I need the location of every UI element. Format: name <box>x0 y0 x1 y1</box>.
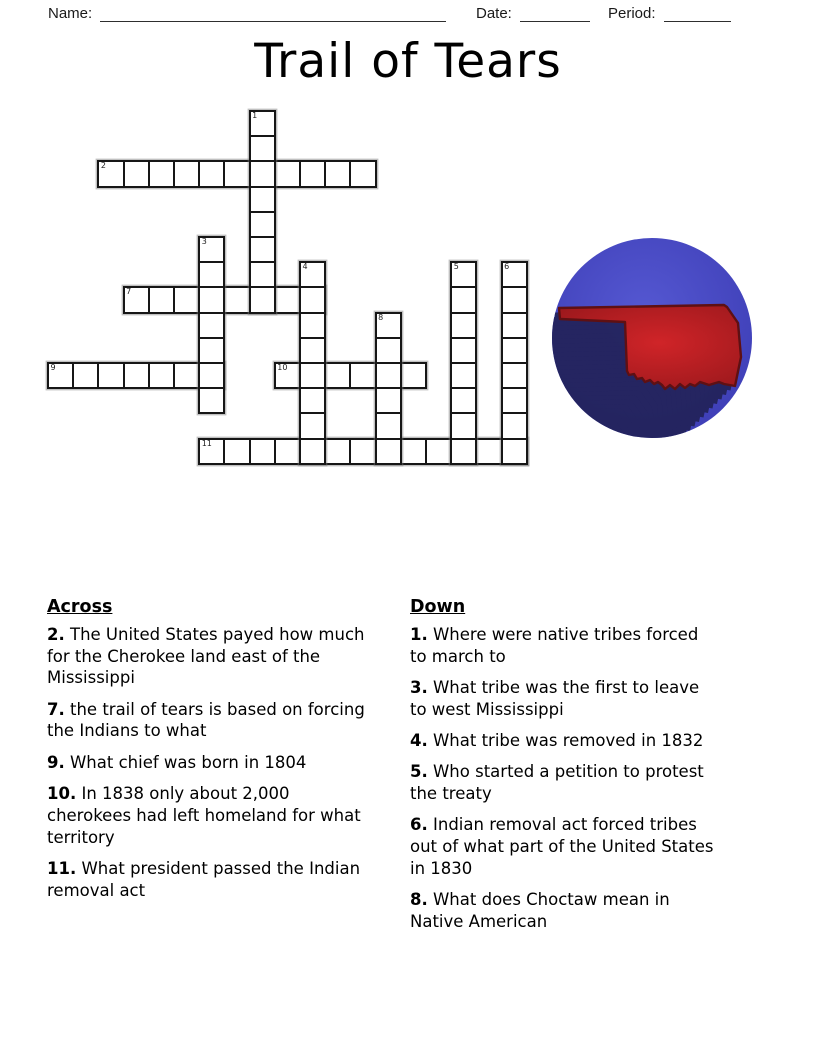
crossword-cell[interactable] <box>501 337 528 364</box>
crossword-cell[interactable] <box>324 362 351 389</box>
crossword-cell[interactable] <box>324 160 351 187</box>
crossword-cell[interactable] <box>450 412 477 439</box>
crossword-cell[interactable] <box>72 362 99 389</box>
crossword-cell[interactable] <box>400 362 427 389</box>
clue-number: 4. <box>410 730 428 750</box>
across-clues-section <box>47 597 367 911</box>
clue-number: 1. <box>410 624 428 644</box>
crossword-cell[interactable] <box>223 160 250 187</box>
clue-number: 6. <box>410 815 428 835</box>
crossword-cell[interactable] <box>501 286 528 313</box>
crossword-cell[interactable] <box>299 362 326 389</box>
clue-number-label: 11 <box>201 438 212 448</box>
crossword-cell[interactable] <box>299 261 326 288</box>
crossword-cell[interactable] <box>123 160 150 187</box>
crossword-cell[interactable] <box>450 261 477 288</box>
clue-down-6: 6. Indian removal act forced tribes out of what part of the United States in 1830 <box>410 815 714 878</box>
crossword-cell[interactable] <box>375 387 402 414</box>
clue-across-7: 7. the trail of tears is based on forcing the Indians to what <box>47 699 365 741</box>
clue-number-label: 10 <box>277 363 288 372</box>
crossword-cell[interactable] <box>400 438 427 465</box>
crossword-cell[interactable] <box>198 337 225 364</box>
crossword-cell[interactable] <box>375 312 402 339</box>
crossword-cell[interactable] <box>148 286 175 313</box>
crossword-cell[interactable] <box>173 286 200 313</box>
clue-number: 8. <box>410 890 428 910</box>
crossword-cell[interactable] <box>198 362 225 389</box>
clue-across-2: 2. The United States payed how much for the Cherokee land east of the Mississippi <box>47 624 365 688</box>
clue-number: 5. <box>410 762 428 782</box>
crossword-cell[interactable] <box>324 438 351 465</box>
date-blank-line[interactable] <box>520 6 590 22</box>
crossword-cell[interactable] <box>47 362 74 389</box>
crossword-cell[interactable] <box>198 438 225 465</box>
crossword-cell[interactable] <box>249 135 276 162</box>
crossword-cell[interactable] <box>475 438 502 465</box>
clue-number: 9. <box>47 752 65 772</box>
name-blank-line[interactable] <box>100 6 446 22</box>
period-label: Period: <box>608 5 656 22</box>
crossword-cell[interactable] <box>299 387 326 414</box>
clue-number-label: 8 <box>378 312 384 322</box>
crossword-cell[interactable] <box>198 286 225 313</box>
crossword-cell[interactable] <box>349 362 376 389</box>
crossword-cell[interactable] <box>198 312 225 339</box>
period-field <box>608 5 731 22</box>
crossword-cell[interactable] <box>299 438 326 465</box>
clue-number: 7. <box>47 699 65 719</box>
crossword-cell[interactable] <box>274 286 301 313</box>
crossword-cell[interactable] <box>249 286 276 313</box>
crossword-cell[interactable] <box>450 362 477 389</box>
crossword-cell[interactable] <box>375 362 402 389</box>
crossword-cell[interactable] <box>299 286 326 313</box>
crossword-cell[interactable] <box>450 286 477 313</box>
crossword-cell[interactable] <box>299 412 326 439</box>
name-label: Name: <box>48 5 93 22</box>
crossword-cell[interactable] <box>450 438 477 465</box>
crossword-cell[interactable] <box>501 438 528 465</box>
crossword-cell[interactable] <box>501 387 528 414</box>
clue-number-label: 9 <box>50 363 56 372</box>
clue-number: 2. <box>47 624 65 644</box>
crossword-cell[interactable] <box>375 337 402 364</box>
crossword-cell[interactable] <box>501 312 528 339</box>
clue-number-label: 5 <box>453 262 459 272</box>
crossword-cell[interactable] <box>198 236 225 263</box>
clue-down-3: 3. What tribe was the first to leave to west Mississippi <box>410 677 700 719</box>
clue-number: 11. <box>47 858 77 878</box>
clue-number-label: 2 <box>100 161 106 171</box>
clue-number: 3. <box>410 677 428 697</box>
crossword-cell[interactable] <box>173 160 200 187</box>
crossword-cell[interactable] <box>501 362 528 389</box>
clue-number-label: 1 <box>252 111 258 120</box>
oklahoma-state-badge <box>550 236 754 440</box>
crossword-cell[interactable] <box>198 261 225 288</box>
crossword-cell[interactable] <box>198 160 225 187</box>
crossword-cell[interactable] <box>349 160 376 187</box>
clue-number: 10. <box>47 784 77 804</box>
clue-down-5: 5. Who started a petition to protest the treaty <box>410 762 704 804</box>
clue-number-label: 3 <box>201 237 207 246</box>
crossword-cell[interactable] <box>249 236 276 263</box>
crossword-cell[interactable] <box>148 362 175 389</box>
clue-number-label: 7 <box>126 287 132 297</box>
crossword-cell[interactable] <box>173 362 200 389</box>
crossword-cell[interactable] <box>299 312 326 339</box>
clue-number-label: 6 <box>504 262 510 272</box>
crossword-cell[interactable] <box>450 312 477 339</box>
down-clue-list <box>410 624 716 933</box>
clue-down-8: 8. What does Choctaw mean in Native American <box>410 890 670 932</box>
name-field <box>48 5 446 22</box>
down-heading: Down <box>410 597 466 617</box>
clue-number-label: 4 <box>302 262 308 272</box>
across-heading: Across <box>47 597 113 617</box>
crossword-cell[interactable] <box>249 160 276 187</box>
clue-across-10: 10. In 1838 only about 2,000 cherokees had left homeland for what territory <box>47 784 361 847</box>
crossword-cell[interactable] <box>450 387 477 414</box>
crossword-cell[interactable] <box>97 362 124 389</box>
crossword-cell[interactable] <box>249 438 276 465</box>
crossword-cell[interactable] <box>249 261 276 288</box>
crossword-grid <box>47 110 531 466</box>
date-field <box>476 5 590 22</box>
crossword-cell[interactable] <box>274 362 301 389</box>
crossword-cell[interactable] <box>299 337 326 364</box>
crossword-cell[interactable] <box>375 412 402 439</box>
period-blank-line[interactable] <box>664 6 731 22</box>
crossword-cell[interactable] <box>249 186 276 213</box>
crossword-cell[interactable] <box>97 160 124 187</box>
across-clue-list <box>47 624 367 902</box>
worksheet-title: Trail of Tears <box>254 34 562 89</box>
crossword-cell[interactable] <box>123 362 150 389</box>
clue-across-9: 9. What chief was born in 1804 <box>47 752 307 772</box>
clue-down-4: 4. What tribe was removed in 1832 <box>410 730 704 750</box>
crossword-cell[interactable] <box>223 438 250 465</box>
crossword-cell[interactable] <box>501 261 528 288</box>
clue-down-1: 1. Where were native tribes forced to march to <box>410 624 699 666</box>
crossword-cell[interactable] <box>148 160 175 187</box>
crossword-cell[interactable] <box>375 438 402 465</box>
crossword-cell[interactable] <box>274 160 301 187</box>
crossword-cell[interactable] <box>198 387 225 414</box>
clue-across-11: 11. What president passed the Indian removal act <box>47 858 361 900</box>
down-clues-section <box>410 597 716 942</box>
crossword-cell[interactable] <box>450 337 477 364</box>
crossword-cell[interactable] <box>501 412 528 439</box>
crossword-cell[interactable] <box>349 438 376 465</box>
crossword-cell[interactable] <box>123 286 150 313</box>
crossword-cell[interactable] <box>223 286 250 313</box>
crossword-cell[interactable] <box>274 438 301 465</box>
crossword-cell[interactable] <box>249 211 276 238</box>
crossword-cell[interactable] <box>249 110 276 137</box>
date-label: Date: <box>476 5 512 22</box>
crossword-cell[interactable] <box>425 438 452 465</box>
crossword-cell[interactable] <box>299 160 326 187</box>
